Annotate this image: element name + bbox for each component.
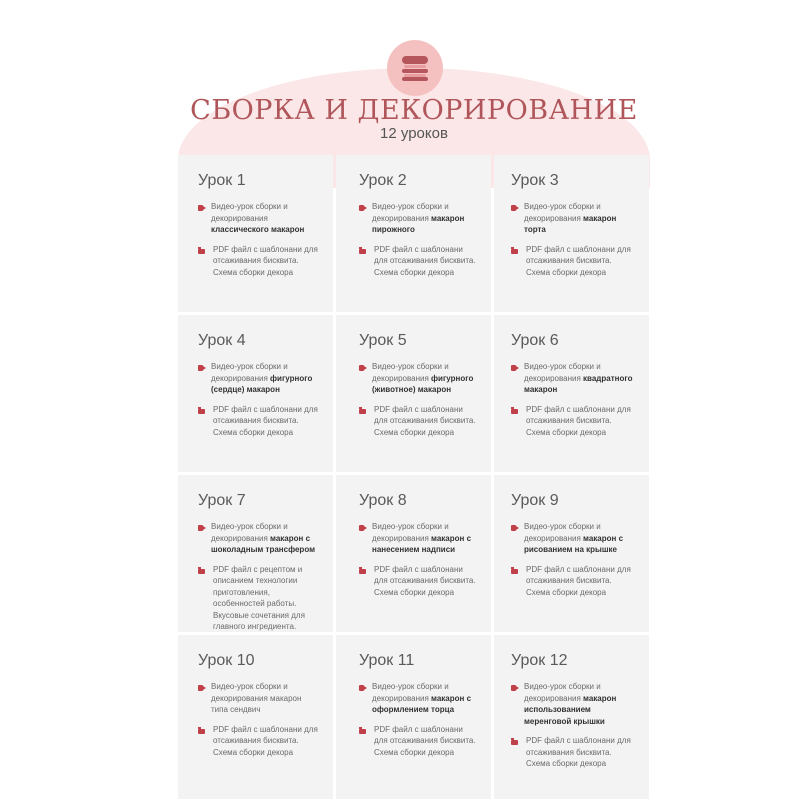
pdf-item[interactable] [359, 564, 477, 599]
video-description [524, 361, 635, 396]
lesson-count: 12 уроков [380, 125, 448, 142]
pdf-description: PDF файл с шаблонани для отсаживания бисквита. Схема сборки декора [374, 564, 476, 597]
video-item[interactable] [359, 201, 477, 236]
lesson-card[interactable] [494, 475, 649, 632]
folder-icon [359, 569, 366, 574]
video-item[interactable] [511, 521, 635, 556]
video-camera-icon [359, 525, 364, 531]
lesson-card[interactable] [336, 475, 491, 632]
video-topic: макарон использованием меренговой крышки [524, 693, 617, 726]
folder-icon [198, 249, 205, 254]
video-topic: фигурного (животное) макарон [372, 373, 474, 394]
video-text: Видео-урок сборки и декорирования [211, 202, 288, 223]
folder-icon [359, 249, 366, 254]
folder-icon [198, 729, 205, 734]
lesson-card[interactable] [336, 635, 491, 799]
lesson-card[interactable] [336, 315, 491, 472]
pdf-description: PDF файл с шаблонани для отсаживания бисквита. Схема сборки декора [213, 724, 318, 757]
lesson-title: Урок 9 [511, 492, 559, 509]
pdf-item[interactable] [198, 244, 319, 279]
pdf-item[interactable] [359, 244, 477, 279]
lesson-card[interactable] [494, 635, 649, 799]
folder-icon [198, 569, 205, 574]
video-topic: макарон с нанесением надписи [372, 533, 472, 554]
lesson-title: Урок 10 [198, 652, 255, 669]
video-topic: макарон с оформлением торца [372, 693, 472, 714]
video-camera-icon [359, 365, 364, 371]
lesson-card[interactable] [178, 315, 333, 472]
video-description [372, 521, 477, 556]
video-text: Видео-урок сборки и декорирования [524, 202, 601, 223]
video-camera-icon [511, 525, 516, 531]
lesson-card[interactable] [178, 635, 333, 799]
video-description [211, 201, 319, 236]
lesson-title: Урок 11 [359, 652, 415, 669]
video-text: Видео-урок сборки и декорирования [372, 522, 449, 543]
pdf-item[interactable] [511, 404, 635, 439]
video-camera-icon [511, 685, 516, 691]
video-camera-icon [198, 525, 203, 531]
lesson-title: Урок 12 [511, 652, 568, 669]
lesson-card[interactable] [494, 315, 649, 472]
lesson-title: Урок 6 [511, 332, 559, 349]
video-text: Видео-урок сборки и декорирования [372, 202, 449, 223]
video-item[interactable] [359, 521, 477, 556]
pdf-item[interactable] [198, 564, 319, 633]
video-description [372, 361, 477, 396]
pdf-description: PDF файл с шаблонани для отсаживания бисквита. Схема сборки декора [526, 736, 631, 768]
pdf-description: PDF файл с шаблонани для отсаживания бисквита. Схема сборки декора [213, 404, 318, 437]
macaron-icon [398, 53, 432, 83]
video-description [372, 681, 477, 716]
video-camera-icon [198, 365, 203, 371]
video-description [211, 681, 319, 716]
video-item[interactable] [359, 361, 477, 396]
video-text: Видео-урок сборки и декорирования макарон типа сендвич [211, 682, 302, 714]
video-camera-icon [198, 205, 203, 211]
lesson-title: Урок 7 [198, 492, 246, 509]
video-topic: квадратного макарон [524, 373, 633, 394]
pdf-item[interactable] [359, 724, 477, 759]
pdf-description: PDF файл с шаблонани для отсаживания бисквита. Схема сборки декора [374, 244, 476, 277]
video-topic: классического макарон [211, 225, 305, 234]
video-item[interactable] [511, 361, 635, 396]
pdf-description: PDF файл с рецептом и описанием технологии приготовления, особенностей работы. Вкусовые сочетания для главного ингредиента. [213, 564, 305, 631]
lesson-title: Урок 5 [359, 332, 407, 349]
lessons-grid [178, 155, 650, 802]
video-text: Видео-урок сборки и декорирования [372, 362, 449, 383]
pdf-description: PDF файл с шаблонани для отсаживания бисквита. Схема сборки декора [374, 724, 476, 757]
pdf-description: PDF файл с шаблонани для отсаживания бисквита. Схема сборки декора [526, 244, 631, 277]
folder-icon [359, 729, 366, 734]
video-text: Видео-урок сборки и декорирования [524, 362, 601, 383]
lesson-title: Урок 1 [198, 172, 246, 189]
lesson-title: Урок 8 [359, 492, 407, 509]
video-camera-icon [359, 685, 364, 691]
pdf-item[interactable] [511, 564, 635, 599]
video-topic: фигурного (сердце) макарон [211, 373, 313, 394]
video-item[interactable] [198, 361, 319, 396]
video-topic: макарон с шоколадным трансфером [211, 533, 316, 554]
video-item[interactable] [359, 681, 477, 716]
video-item[interactable] [198, 521, 319, 556]
folder-icon [511, 249, 518, 254]
video-topic: макарон торта [524, 213, 617, 234]
video-description [372, 201, 477, 236]
pdf-description: PDF файл с шаблонани для отсаживания бисквита. Схема сборки декора [213, 244, 318, 277]
pdf-item[interactable] [511, 244, 635, 279]
video-text: Видео-урок сборки и декорирования [211, 362, 288, 383]
folder-icon [511, 740, 518, 745]
folder-icon [511, 569, 518, 574]
video-topic: макарон пирожного [372, 213, 465, 234]
video-description [211, 521, 319, 556]
video-text: Видео-урок сборки и декорирования [524, 682, 601, 703]
video-item[interactable] [198, 681, 319, 716]
pdf-description: PDF файл с шаблонани для отсаживания бисквита. Схема сборки декора [526, 404, 631, 437]
video-text: Видео-урок сборки и декорирования [372, 682, 449, 703]
video-text: Видео-урок сборки и декорирования [524, 522, 601, 543]
video-camera-icon [198, 685, 203, 691]
video-item[interactable] [198, 201, 319, 236]
lesson-card[interactable] [494, 155, 649, 312]
video-camera-icon [511, 365, 516, 371]
folder-icon [359, 409, 366, 414]
video-item[interactable] [511, 681, 635, 727]
lesson-title: Урок 2 [359, 172, 407, 189]
video-description [524, 521, 635, 556]
video-item[interactable] [511, 201, 635, 236]
folder-icon [198, 409, 205, 414]
page-title: СБОРКА И ДЕКОРИРОВАНИЕ [190, 95, 638, 126]
video-description [524, 201, 635, 236]
lesson-title: Урок 4 [198, 332, 246, 349]
lesson-card[interactable] [178, 475, 333, 632]
video-description [211, 361, 319, 396]
video-description [524, 681, 635, 727]
video-topic: макарон с рисованием на крышке [524, 533, 624, 554]
macaron-badge [387, 40, 443, 96]
folder-icon [511, 409, 518, 414]
pdf-item[interactable] [198, 404, 319, 439]
pdf-item[interactable] [359, 404, 477, 439]
pdf-description: PDF файл с шаблонани для отсаживания бисквита. Схема сборки декора [374, 404, 476, 437]
pdf-item[interactable] [511, 735, 635, 770]
video-camera-icon [511, 205, 516, 211]
video-camera-icon [359, 205, 364, 211]
lesson-card[interactable] [178, 155, 333, 312]
lesson-card[interactable] [336, 155, 491, 312]
video-text: Видео-урок сборки и декорирования [211, 522, 288, 543]
lesson-title: Урок 3 [511, 172, 559, 189]
pdf-item[interactable] [198, 724, 319, 759]
pdf-description: PDF файл с шаблонани для отсаживания бисквита. Схема сборки декора [526, 564, 631, 597]
